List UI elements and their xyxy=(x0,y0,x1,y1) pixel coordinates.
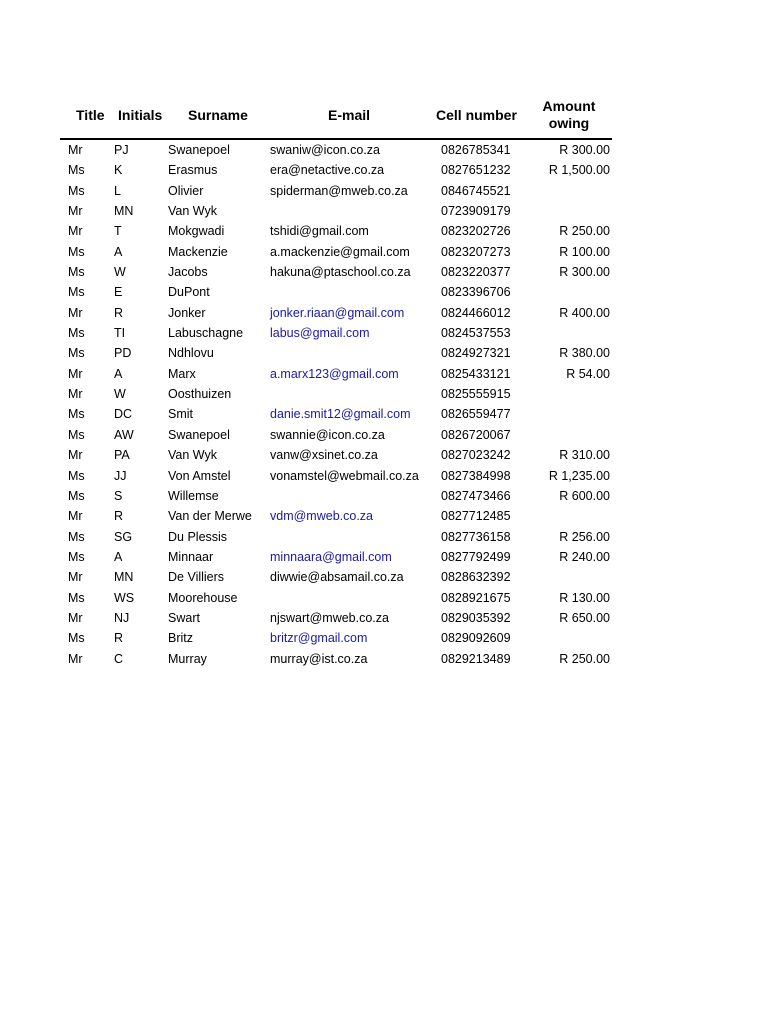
cell-cell-number: 0826785341 xyxy=(441,143,511,157)
table-row xyxy=(60,303,612,323)
cell-cell-number: 0823220377 xyxy=(441,265,511,280)
cell-surname: Van Wyk xyxy=(168,204,217,219)
table-row xyxy=(60,181,612,201)
cell-initials: K xyxy=(114,163,123,178)
cell-initials: E xyxy=(114,285,123,300)
cell-title: Mr xyxy=(68,651,83,666)
table-row xyxy=(60,628,612,648)
cell-cell-number: 0823207273 xyxy=(441,244,511,259)
header-title: Title xyxy=(76,107,105,123)
cell-surname: Van Wyk xyxy=(168,448,217,463)
table-row xyxy=(60,160,612,180)
cell-surname: Willemse xyxy=(168,488,219,503)
cell-amount-owing: R 54.00 xyxy=(566,366,610,381)
cell-title: Mr xyxy=(68,610,83,625)
cell-email[interactable]: labus@gmail.com xyxy=(270,326,370,341)
header-surname: Surname xyxy=(188,107,248,123)
cell-initials: A xyxy=(114,366,123,381)
table-row xyxy=(60,588,612,608)
cell-cell-number: 0827736158 xyxy=(441,529,511,544)
table-row xyxy=(60,486,612,506)
cell-cell-number: 0823396706 xyxy=(441,285,511,300)
cell-cell-number: 0829213489 xyxy=(441,651,511,666)
cell-email[interactable]: britzr@gmail.com xyxy=(270,631,368,646)
cell-title: Ms xyxy=(68,488,85,503)
header-cell-number: Cell number xyxy=(436,107,517,123)
table-row xyxy=(60,425,612,445)
table-row xyxy=(60,384,612,404)
cell-email: hakuna@ptaschool.co.za xyxy=(270,265,411,280)
cell-cell-number: 0828921675 xyxy=(441,590,511,605)
cell-amount-owing: R 256.00 xyxy=(559,529,610,544)
cell-surname: Jonker xyxy=(168,305,206,320)
cell-title: Mr xyxy=(68,509,83,524)
cell-surname: Swart xyxy=(168,610,200,625)
cell-surname: Moorehouse xyxy=(168,590,238,605)
cell-amount-owing: R 300.00 xyxy=(559,265,610,280)
table-row xyxy=(60,364,612,384)
cell-cell-number: 0829035392 xyxy=(441,610,511,625)
cell-initials: W xyxy=(114,265,126,280)
cell-initials: MN xyxy=(114,204,134,219)
cell-email: swaniw@icon.co.za xyxy=(270,143,380,157)
cell-surname: Britz xyxy=(168,631,193,646)
cell-email: vonamstel@webmail.co.za xyxy=(270,468,419,483)
cell-surname: Minnaar xyxy=(168,549,214,564)
cell-initials: A xyxy=(114,244,123,259)
table-row xyxy=(60,242,612,262)
cell-cell-number: 0828632392 xyxy=(441,570,511,585)
spreadsheet-table xyxy=(60,96,612,669)
cell-surname: Olivier xyxy=(168,183,204,198)
cell-initials: WS xyxy=(114,590,135,605)
cell-title: Ms xyxy=(68,265,85,280)
cell-initials: JJ xyxy=(114,468,127,483)
cell-title: Ms xyxy=(68,326,85,341)
table-row xyxy=(60,323,612,343)
cell-cell-number: 0827792499 xyxy=(441,549,511,564)
cell-amount-owing: R 130.00 xyxy=(559,590,610,605)
table-row xyxy=(60,445,612,465)
table-row xyxy=(60,466,612,486)
cell-surname: Mokgwadi xyxy=(168,224,225,239)
cell-initials: R xyxy=(114,631,124,646)
cell-initials: AW xyxy=(114,427,134,442)
cell-amount-owing: R 310.00 xyxy=(559,448,610,463)
table-row xyxy=(60,262,612,282)
cell-email: swannie@icon.co.za xyxy=(270,427,385,442)
cell-cell-number: 0825433121 xyxy=(441,366,511,381)
cell-email: a.mackenzie@gmail.com xyxy=(270,244,410,259)
cell-email[interactable]: danie.smit12@gmail.com xyxy=(270,407,411,422)
cell-initials: MN xyxy=(114,570,134,585)
cell-title: Mr xyxy=(68,143,83,157)
cell-email[interactable]: vdm@mweb.co.za xyxy=(270,509,373,524)
cell-email: njswart@mweb.co.za xyxy=(270,610,389,625)
cell-cell-number: 0829092609 xyxy=(441,631,511,646)
table-row xyxy=(60,506,612,526)
cell-title: Mr xyxy=(68,305,83,320)
cell-title: Mr xyxy=(68,366,83,381)
cell-initials: SG xyxy=(114,529,133,544)
table-row xyxy=(60,201,612,221)
header-amount-owing xyxy=(534,98,604,132)
cell-initials: DC xyxy=(114,407,133,422)
cell-cell-number: 0824537553 xyxy=(441,326,511,341)
cell-email: spiderman@mweb.co.za xyxy=(270,183,408,198)
cell-title: Mr xyxy=(68,387,83,402)
cell-amount-owing: R 380.00 xyxy=(559,346,610,361)
cell-title: Mr xyxy=(68,224,83,239)
cell-initials: A xyxy=(114,549,123,564)
table-body xyxy=(60,140,612,669)
cell-title: Ms xyxy=(68,631,85,646)
table-row xyxy=(60,547,612,567)
cell-surname: Swanepoel xyxy=(168,427,230,442)
table-row xyxy=(60,649,612,669)
cell-title: Mr xyxy=(68,570,83,585)
cell-initials: NJ xyxy=(114,610,130,625)
cell-title: Ms xyxy=(68,427,85,442)
cell-amount-owing: R 300.00 xyxy=(559,143,610,157)
cell-amount-owing: R 250.00 xyxy=(559,224,610,239)
cell-title: Ms xyxy=(68,529,85,544)
cell-cell-number: 0826559477 xyxy=(441,407,511,422)
cell-cell-number: 0823202726 xyxy=(441,224,511,239)
table-row xyxy=(60,608,612,628)
cell-amount-owing: R 650.00 xyxy=(559,610,610,625)
cell-cell-number: 0846745521 xyxy=(441,183,511,198)
cell-initials: L xyxy=(114,183,121,198)
cell-cell-number: 0824927321 xyxy=(441,346,511,361)
cell-surname: Murray xyxy=(168,651,207,666)
cell-initials: PD xyxy=(114,346,132,361)
cell-email[interactable]: minnaara@gmail.com xyxy=(270,549,392,564)
cell-title: Mr xyxy=(68,204,83,219)
cell-cell-number: 0827651232 xyxy=(441,163,511,178)
header-email: E-mail xyxy=(328,107,371,123)
cell-cell-number: 0825555915 xyxy=(441,387,511,402)
cell-initials: PA xyxy=(114,448,130,463)
cell-initials: R xyxy=(114,509,124,524)
cell-title: Ms xyxy=(68,407,85,422)
cell-amount-owing: R 1,500.00 xyxy=(548,163,610,178)
cell-surname: De Villiers xyxy=(168,570,225,585)
cell-title: Mr xyxy=(68,448,83,463)
cell-initials: PJ xyxy=(114,143,129,157)
cell-surname: Oosthuizen xyxy=(168,387,232,402)
cell-email: murray@ist.co.za xyxy=(270,651,368,666)
cell-title: Ms xyxy=(68,244,85,259)
cell-email: vanw@xsinet.co.za xyxy=(270,448,378,463)
cell-title: Ms xyxy=(68,183,85,198)
cell-surname: Swanepoel xyxy=(168,143,230,157)
header-row xyxy=(60,96,612,140)
cell-cell-number: 0824466012 xyxy=(441,305,511,320)
table-row xyxy=(60,567,612,587)
header-initials: Initials xyxy=(118,107,163,123)
cell-initials: TI xyxy=(114,326,126,341)
cell-surname: Du Plessis xyxy=(168,529,228,544)
table-row xyxy=(60,221,612,241)
cell-cell-number: 0827473466 xyxy=(441,488,511,503)
cell-surname: Erasmus xyxy=(168,163,218,178)
cell-surname: Ndhlovu xyxy=(168,346,214,361)
cell-surname: Smit xyxy=(168,407,193,422)
cell-amount-owing: R 240.00 xyxy=(559,549,610,564)
cell-title: Ms xyxy=(68,346,85,361)
cell-amount-owing: R 100.00 xyxy=(559,244,610,259)
cell-amount-owing: R 400.00 xyxy=(559,305,610,320)
table-row xyxy=(60,527,612,547)
table-row xyxy=(60,404,612,424)
cell-surname: Van der Merwe xyxy=(168,509,252,524)
cell-surname: Marx xyxy=(168,366,196,381)
table-row xyxy=(60,140,612,160)
cell-initials: C xyxy=(114,651,124,666)
cell-title: Ms xyxy=(68,590,85,605)
cell-email: era@netactive.co.za xyxy=(270,163,385,178)
cell-initials: T xyxy=(114,224,122,239)
cell-cell-number: 0827023242 xyxy=(441,448,511,463)
cell-email: diwwie@absamail.co.za xyxy=(270,570,404,585)
table-row xyxy=(60,282,612,302)
cell-initials: W xyxy=(114,387,126,402)
cell-surname: DuPont xyxy=(168,285,210,300)
table-row xyxy=(60,343,612,363)
header-amount-line1: Amount xyxy=(542,98,596,114)
cell-cell-number: 0827712485 xyxy=(441,509,511,524)
cell-amount-owing: R 600.00 xyxy=(559,488,610,503)
cell-initials: S xyxy=(114,488,123,503)
cell-surname: Jacobs xyxy=(168,265,208,280)
cell-cell-number: 0826720067 xyxy=(441,427,511,442)
cell-amount-owing: R 1,235.00 xyxy=(548,468,610,483)
cell-cell-number: 0827384998 xyxy=(441,468,511,483)
cell-title: Ms xyxy=(68,163,85,178)
cell-title: Ms xyxy=(68,549,85,564)
cell-title: Ms xyxy=(68,468,85,483)
cell-surname: Von Amstel xyxy=(168,468,231,483)
cell-initials: R xyxy=(114,305,124,320)
cell-title: Ms xyxy=(68,285,85,300)
cell-amount-owing: R 250.00 xyxy=(559,651,610,666)
cell-email[interactable]: jonker.riaan@gmail.com xyxy=(270,305,405,320)
cell-email[interactable]: a.marx123@gmail.com xyxy=(270,366,399,381)
cell-surname: Mackenzie xyxy=(168,244,228,259)
cell-cell-number: 0723909179 xyxy=(441,204,511,219)
cell-surname: Labuschagne xyxy=(168,326,244,341)
header-amount-line2: owing xyxy=(548,115,590,131)
cell-email: tshidi@gmail.com xyxy=(270,224,369,239)
